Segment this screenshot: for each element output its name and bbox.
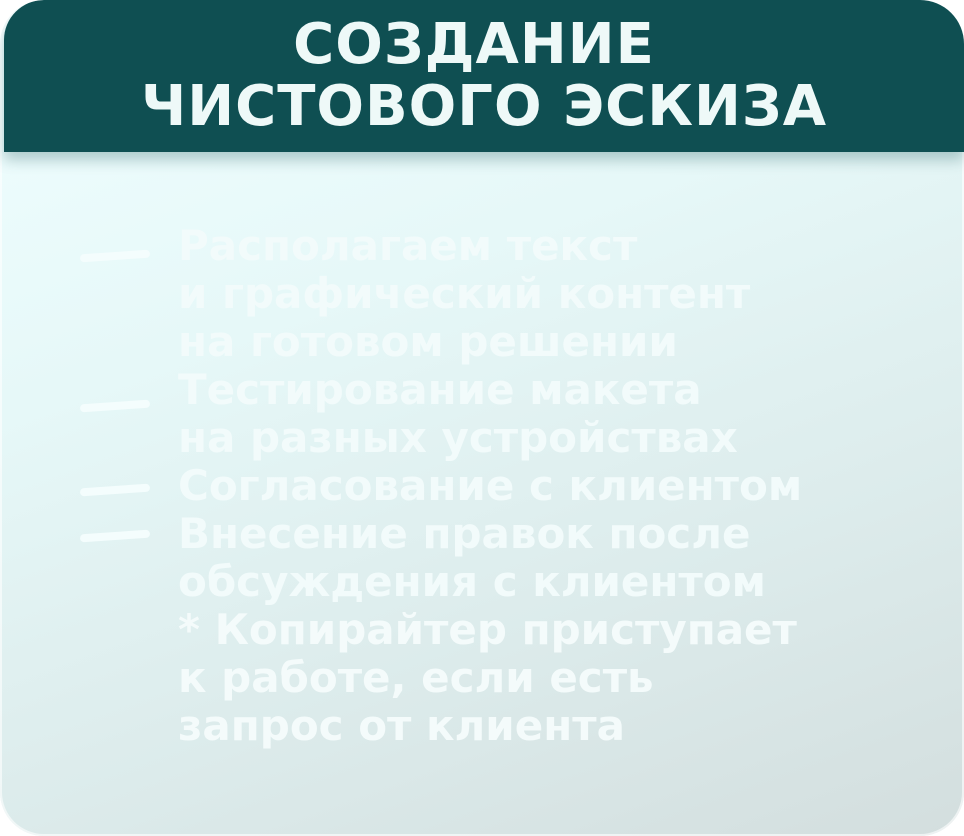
footnote-text: * Копирайтер приступает [178, 605, 797, 654]
list-item-text: Внесение правок после [178, 509, 751, 558]
footnote-text: запрос от клиента [178, 701, 625, 750]
list-item-text: Согласование с клиентом [178, 461, 803, 510]
dash-bullet-icon [80, 484, 150, 497]
step-list [0, 222, 964, 750]
footnote-text: к работе, если есть [178, 653, 654, 702]
list-item-text: Располагаем текст [178, 221, 638, 270]
list-item [0, 366, 964, 462]
card-title-line-2: ЧИСТОВОГО ЭСКИЗА [140, 74, 828, 139]
list-item-text: на готовом решении [178, 317, 678, 366]
footnote [0, 606, 964, 750]
dash-bullet-icon [80, 400, 150, 413]
list-item-text: и графический контент [178, 269, 751, 318]
list-item-text: на разных устройствах [178, 413, 738, 462]
list-item [0, 510, 964, 606]
list-item [0, 222, 964, 366]
dash-bullet-icon [80, 250, 150, 263]
dash-bullet-icon [80, 530, 150, 543]
list-item-text: Тестирование макета [178, 365, 702, 414]
card-header [4, 0, 964, 152]
card-title-line-1: СОЗДАНИЕ [293, 12, 655, 77]
list-item [0, 462, 964, 510]
list-item-text: обсуждения с клиентом [178, 557, 766, 606]
